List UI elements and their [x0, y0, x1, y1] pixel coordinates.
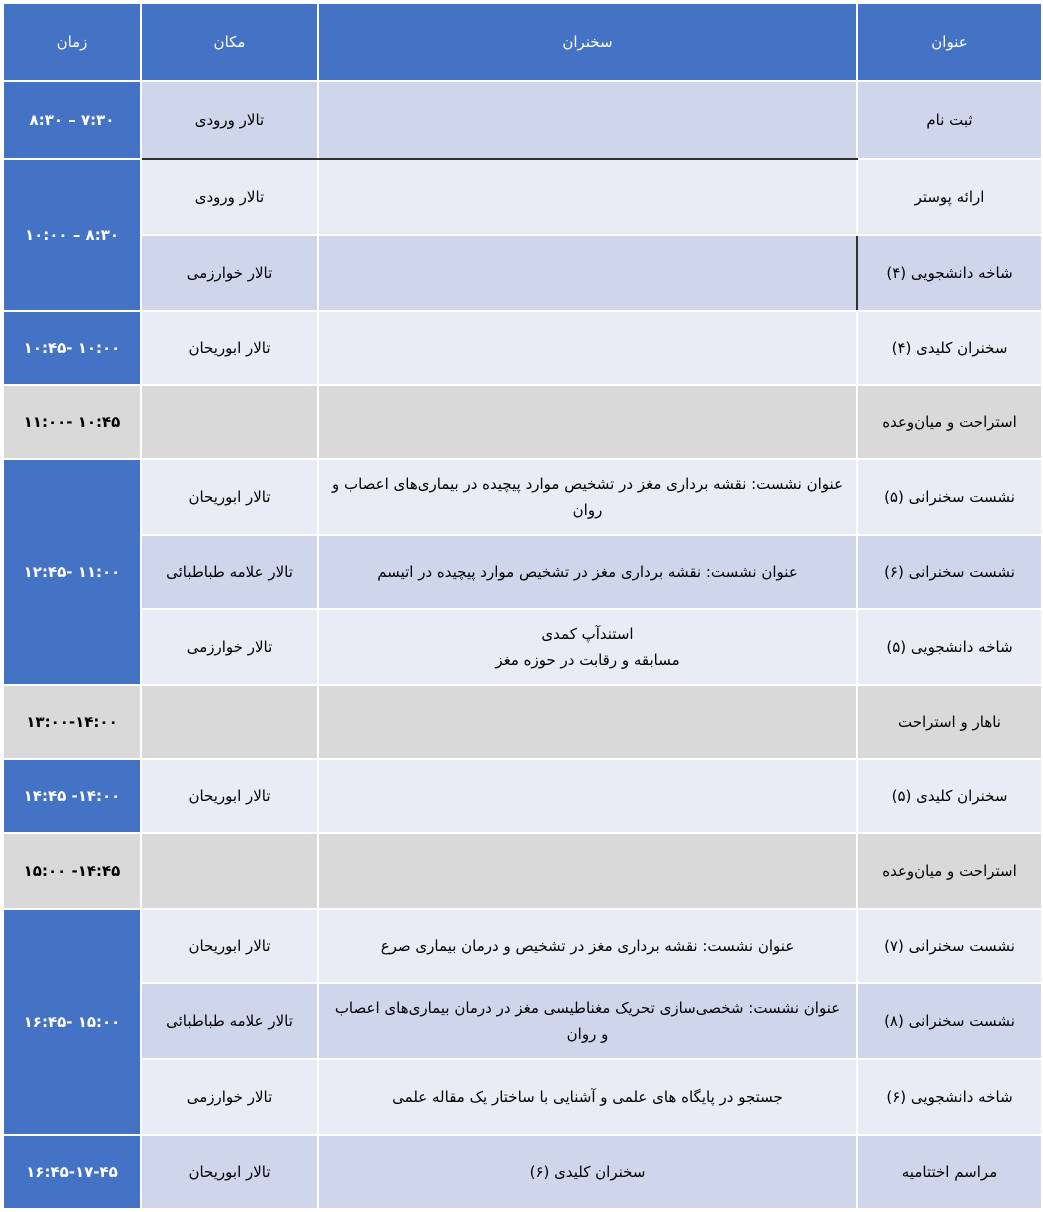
table-row: [3, 535, 1042, 609]
title-cell: نشست سخنرانی (۶): [857, 535, 1042, 609]
table-row: [3, 609, 1042, 685]
location-cell: [141, 385, 318, 459]
time-cell: ۷:۳۰ – ۸:۳۰: [3, 81, 141, 159]
table-row: [3, 1059, 1042, 1135]
time-cell: ۱۵:۰۰ -۱۶:۴۵: [3, 909, 141, 1135]
location-cell: تالار خوارزمی: [141, 235, 318, 311]
header-title: عنوان: [857, 3, 1042, 81]
title-cell: شاخه دانشجویی (۶): [857, 1059, 1042, 1135]
speakers-cell: [318, 609, 857, 685]
table-row: [3, 685, 1042, 759]
speakers-cell: سخنران کلیدی (۶): [318, 1135, 857, 1209]
location-cell: تالار خوارزمی: [141, 1059, 318, 1135]
time-cell: ۱۰:۰۰ -۱۰:۴۵: [3, 311, 141, 385]
location-cell: تالار ابوریحان: [141, 459, 318, 535]
time-cell: ۱۴:۰۰- ۱۴:۴۵: [3, 759, 141, 833]
time-cell: ۱۴:۴۵- ۱۵:۰۰: [3, 833, 141, 909]
title-cell: ارائه پوستر: [857, 159, 1042, 235]
speakers-cell: عنوان نشست: نقشه برداری مغز در تشخیص موارد پیچیده در اتیسم: [318, 535, 857, 609]
speakers-line: مسابقه و رقابت در حوزه مغز: [495, 651, 680, 669]
header-time: زمان: [3, 3, 141, 81]
time-cell: ۱۰:۴۵ -۱۱:۰۰: [3, 385, 141, 459]
speakers-cell: [318, 81, 857, 159]
title-cell: نشست سخنرانی (۸): [857, 983, 1042, 1059]
table-row: [3, 235, 1042, 311]
location-cell: تالار ورودی: [141, 159, 318, 235]
location-cell: [141, 685, 318, 759]
table-row: [3, 833, 1042, 909]
speakers-cell: [318, 159, 857, 235]
title-cell: نشست سخنرانی (۵): [857, 459, 1042, 535]
location-cell: تالار ابوریحان: [141, 1135, 318, 1209]
speakers-cell: [318, 685, 857, 759]
title-cell: سخنران کلیدی (۴): [857, 311, 1042, 385]
header-speakers: سخنران: [318, 3, 857, 81]
table-row: [3, 459, 1042, 535]
speakers-cell: [318, 385, 857, 459]
location-cell: تالار ابوریحان: [141, 311, 318, 385]
table-row: [3, 81, 1042, 159]
header-row: [3, 3, 1042, 81]
location-cell: تالار خوارزمی: [141, 609, 318, 685]
schedule-table: [2, 2, 1043, 1210]
location-cell: [141, 833, 318, 909]
title-cell: شاخه دانشجویی (۴): [857, 235, 1042, 311]
time-cell: ۱۳:۰۰-۱۴:۰۰: [3, 685, 141, 759]
time-cell: ۱۱:۰۰ -۱۲:۴۵: [3, 459, 141, 685]
speakers-cell: جستجو در پایگاه های علمی و آشنایی با ساختار یک مقاله علمی: [318, 1059, 857, 1135]
location-cell: تالار علامه طباطبائی: [141, 983, 318, 1059]
table-row: [3, 159, 1042, 235]
time-cell: ۸:۳۰ – ۱۰:۰۰: [3, 159, 141, 311]
speakers-cell: [318, 235, 857, 311]
location-cell: تالار ابوریحان: [141, 909, 318, 983]
location-cell: تالار ورودی: [141, 81, 318, 159]
table-row: [3, 385, 1042, 459]
title-cell: استراحت و میان‌وعده: [857, 833, 1042, 909]
speakers-cell: [318, 759, 857, 833]
speakers-cell: عنوان نشست: نقشه برداری مغز در تشخیص و درمان بیماری صرع: [318, 909, 857, 983]
speakers-cell: عنوان نشست: شخصی‌سازی تحریک مغناطیسی مغز در درمان بیماری‌های اعصاب و روان: [318, 983, 857, 1059]
header-location: مکان: [141, 3, 318, 81]
table-row: [3, 311, 1042, 385]
table-row: [3, 1135, 1042, 1209]
speakers-cell: عنوان نشست: نقشه برداری مغز در تشخیص موارد پیچیده در بیماری‌های اعصاب و روان: [318, 459, 857, 535]
title-cell: ناهار و استراحت: [857, 685, 1042, 759]
location-cell: تالار ابوریحان: [141, 759, 318, 833]
title-cell: مراسم اختتامیه: [857, 1135, 1042, 1209]
location-cell: تالار علامه طباطبائی: [141, 535, 318, 609]
table-row: [3, 759, 1042, 833]
table-row: [3, 983, 1042, 1059]
title-cell: سخنران کلیدی (۵): [857, 759, 1042, 833]
speakers-line: استندآپ کمدی: [541, 624, 634, 643]
title-cell: ثبت نام: [857, 81, 1042, 159]
title-cell: استراحت و میان‌وعده: [857, 385, 1042, 459]
table-row: [3, 909, 1042, 983]
title-cell: نشست سخنرانی (۷): [857, 909, 1042, 983]
time-cell: ۱۶:۴۵-۱۷-۴۵: [3, 1135, 141, 1209]
speakers-cell: [318, 311, 857, 385]
title-cell: شاخه دانشجویی (۵): [857, 609, 1042, 685]
speakers-cell: [318, 833, 857, 909]
